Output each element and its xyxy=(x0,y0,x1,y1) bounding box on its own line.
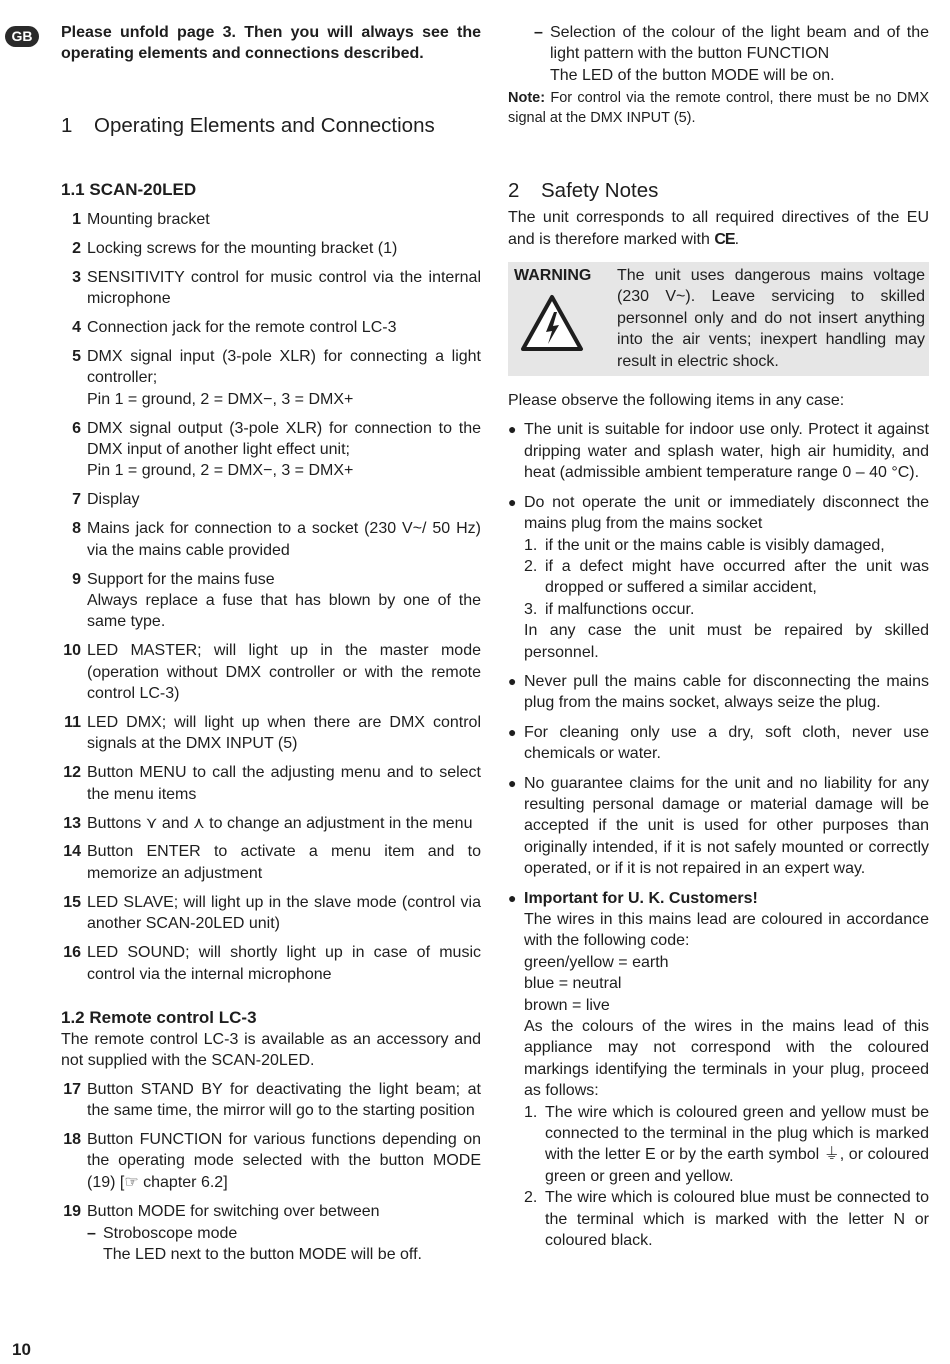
bullet-item xyxy=(508,722,929,765)
note-text: For control via the remote control, there must be no DMX signal at the DMX INPUT (5). xyxy=(508,90,929,127)
item-text xyxy=(87,762,481,805)
sub-item xyxy=(524,556,929,599)
numbered-item xyxy=(61,892,481,935)
subsection-1-2-heading: 1.2 Remote control LC-3 xyxy=(61,1007,257,1027)
item-line: Button MENU to call the adjusting menu and to select the menu items xyxy=(87,764,481,803)
note-label: Note: xyxy=(508,90,546,107)
item-number: 2 xyxy=(72,239,81,257)
page-number: 10 xyxy=(12,1340,31,1359)
item-text xyxy=(87,418,481,482)
item-text xyxy=(87,489,481,510)
item-number: 14 xyxy=(63,843,81,861)
numbered-item xyxy=(61,346,481,410)
item-number: 19 xyxy=(63,1202,81,1220)
wire-code: green/yellow = earth xyxy=(524,953,669,971)
item-text xyxy=(87,1201,481,1222)
numbered-item xyxy=(61,712,481,755)
item-line: Button ENTER to activate a menu item and to memorize an adjustment xyxy=(87,843,481,882)
item-text xyxy=(87,892,481,935)
item-line: Locking screws for the mounting bracket (1) xyxy=(87,239,398,257)
warning-text: The unit uses dangerous mains voltage (230 V~). Leave servicing to skilled personnel only and do not insert anything into the air vents; inexpert handling may result in electric shock. xyxy=(617,267,925,370)
item-number: 1 xyxy=(72,210,81,228)
item-number: 10 xyxy=(63,642,81,660)
bullet-item xyxy=(508,773,929,880)
item-text xyxy=(87,267,481,310)
bullet-tail-text: In any case the unit must be repaired by skilled personnel. xyxy=(524,622,929,661)
section-number: 2 xyxy=(508,179,520,203)
uk-title: Important for U. K. Customers! xyxy=(524,889,758,907)
section-1-heading xyxy=(61,113,481,139)
warning-label-block xyxy=(514,265,617,372)
sub-number: 2. xyxy=(524,557,538,575)
safety-intro: The unit corresponds to all required directives of the EU and is therefore marked with CE. xyxy=(508,209,929,248)
uk-text-2: As the colours of the wires in the mains lead of this appliance may not correspond with the coloured markings identifying the terminals in your plug, proceed as follows: xyxy=(524,1018,929,1100)
item-line: LED SLAVE; will light up in the slave mode (control via another SCAN-20LED unit) xyxy=(87,893,481,933)
sub-text: if malfunctions occur. xyxy=(545,600,695,618)
items-1-1-list xyxy=(61,209,481,985)
item-text xyxy=(87,942,481,985)
item-number: 12 xyxy=(63,764,81,782)
item-line: LED SOUND; will shortly light up in case of music control via the internal microphone xyxy=(87,944,481,983)
numbered-item xyxy=(61,267,481,310)
bullet-dot-icon: ● xyxy=(508,421,517,438)
item-number: 18 xyxy=(63,1131,81,1149)
item-text xyxy=(87,209,481,230)
intro-text: Please unfold page 3. Then you will always see the operating elements and connections described. xyxy=(61,24,481,63)
item-text xyxy=(87,317,481,338)
numbered-item xyxy=(61,518,481,561)
dash-option-text: Selection of the colour of the light beam and of the light pattern with the button FUNCTION xyxy=(550,24,929,63)
sub-number: 1. xyxy=(524,536,538,554)
numbered-item xyxy=(61,1079,481,1122)
bullet-text: No guarantee claims for the unit and no liability for any resulting personal damage or material damage will be accepted if the unit is used for other purposes than originally intended, if it is not safely mounted or correctly operated, or if it is not repaired in an expert way. xyxy=(524,774,929,878)
item-number: 17 xyxy=(63,1080,81,1098)
bullet-dot-icon: ● xyxy=(508,774,517,791)
item-number: 9 xyxy=(72,570,81,588)
item-text xyxy=(87,238,481,259)
item-number: 15 xyxy=(63,893,81,911)
section-2-heading xyxy=(508,178,929,204)
bullet-dot-icon: ● xyxy=(508,672,517,689)
item-line: Button FUNCTION for various functions depending on the operating mode selected with the button MODE (19) [☞ chapter 6.2] xyxy=(87,1131,481,1191)
dash-marker: – xyxy=(87,1224,96,1242)
uk-text: The wires in this mains lead are coloured in accordance with the following code: xyxy=(524,911,929,950)
subsection-1-1-heading: 1.1 SCAN-20LED xyxy=(61,179,197,199)
bullet-item xyxy=(508,492,929,663)
item-19-options-cont xyxy=(508,22,929,86)
dash-option-note: The LED of the button MODE will be on. xyxy=(550,66,835,84)
bullet-text: For cleaning only use a dry, soft cloth, never use chemicals or water. xyxy=(524,723,929,763)
observe-text: Please observe the following items in any case: xyxy=(508,392,845,410)
sub-item xyxy=(524,599,929,620)
sub-item xyxy=(524,1102,929,1188)
item-number: 6 xyxy=(72,419,81,437)
left-column xyxy=(61,22,481,1265)
sub-item xyxy=(524,535,929,556)
item-text xyxy=(87,841,481,884)
item-line: Always replace a fuse that has blown by one of the same type. xyxy=(87,591,481,631)
section-number: 1 xyxy=(61,113,73,137)
item-number: 11 xyxy=(64,713,81,731)
item-text xyxy=(87,1079,481,1122)
item-line: LED MASTER; will light up in the master mode (operation without DMX controller or with the remote control LC-3) xyxy=(87,642,481,703)
item-number: 13 xyxy=(63,814,81,832)
numbered-item xyxy=(61,640,481,704)
sub-number: 2. xyxy=(524,1189,538,1207)
item-number: 5 xyxy=(72,347,81,365)
item-line: DMX signal input (3-pole XLR) for connecting a light controller; xyxy=(87,347,481,387)
safety-intro-text: The unit corresponds to all required directives of the EU and is therefore marked with xyxy=(508,209,929,248)
warning-label: WARNING xyxy=(514,267,592,285)
section-title: Safety Notes xyxy=(541,179,659,203)
bullet-dot-icon: ● xyxy=(508,723,517,740)
numbered-item xyxy=(61,569,481,633)
wire-code: brown = live xyxy=(524,996,610,1014)
sub-text: if a defect might have occurred after the unit was dropped or suffered a similar accident, xyxy=(545,557,929,597)
numbered-item xyxy=(61,489,481,510)
item-text xyxy=(87,518,481,561)
subsection-1-2-text: The remote control LC-3 is available as an accessory and not supplied with the SCAN-20LED. xyxy=(61,1030,481,1070)
bullet-text: The unit is suitable for indoor use only. Protect it against dripping water and splash water, high air humidity, and heat (admissible ambient temperature range 0 – 40 °C). xyxy=(524,421,929,482)
bullet-text: Never pull the mains cable for disconnecting the mains plug from the mains socket, always seize the plug. xyxy=(524,672,929,712)
item-line: Mounting bracket xyxy=(87,210,210,228)
item-line: DMX signal output (3-pole XLR) for connection to the DMX input of another light effect unit; xyxy=(87,419,481,458)
item-number: 8 xyxy=(72,520,81,538)
item-19-options xyxy=(61,1223,481,1266)
wire-code: blue = neutral xyxy=(524,975,622,993)
right-column xyxy=(508,22,929,1260)
high-voltage-warning-icon xyxy=(520,294,584,352)
item-line: Pin 1 = ground, 2 = DMX−, 3 = DMX+ xyxy=(87,390,354,408)
item-number: 16 xyxy=(63,944,81,962)
dash-marker: – xyxy=(534,24,543,41)
dash-option-note: The LED next to the button MODE will be off. xyxy=(103,1246,422,1264)
sub-number: 3. xyxy=(524,600,538,618)
item-text xyxy=(87,346,481,410)
numbered-item xyxy=(61,1201,481,1222)
language-badge: GB xyxy=(5,26,39,47)
item-line: Mains jack for connection to a socket (230 V~/ 50 Hz) via the mains cable provided xyxy=(87,520,481,559)
ce-mark-icon: CE xyxy=(714,230,735,248)
items-1-2-list xyxy=(61,1079,481,1222)
bullet-item xyxy=(508,419,929,483)
item-text xyxy=(87,640,481,704)
sub-text: The wire which is coloured blue must be connected to the terminal which is marked with the letter N or coloured black. xyxy=(545,1189,929,1250)
bullet-item xyxy=(508,671,929,714)
item-line: Connection jack for the remote control LC-3 xyxy=(87,318,397,336)
sub-number: 1. xyxy=(524,1103,538,1121)
item-number: 3 xyxy=(72,268,81,286)
bullet-dot-icon: ● xyxy=(508,493,517,510)
sub-item xyxy=(524,1187,929,1251)
item-number: 4 xyxy=(72,318,81,336)
numbered-item xyxy=(61,813,481,834)
item-text xyxy=(87,712,481,755)
item-text xyxy=(87,813,481,834)
numbered-item xyxy=(61,762,481,805)
item-line: Support for the mains fuse xyxy=(87,570,275,588)
section-title: Operating Elements and Connections xyxy=(94,113,435,137)
uk-customers-item xyxy=(508,888,929,1252)
numbered-item xyxy=(61,418,481,482)
bullet-dot-icon: ● xyxy=(508,889,517,906)
numbered-item xyxy=(61,317,481,338)
sub-text: if the unit or the mains cable is visibly damaged, xyxy=(545,536,885,554)
numbered-item xyxy=(61,209,481,230)
item-line: Buttons ⋎ and ⋏ to change an adjustment in the menu xyxy=(87,814,473,832)
item-line: Button MODE for switching over between xyxy=(87,1202,380,1220)
warning-box xyxy=(508,262,929,376)
numbered-item xyxy=(61,841,481,884)
dash-option-text: Stroboscope mode xyxy=(103,1224,238,1242)
item-text xyxy=(87,1129,481,1193)
bullet-text: Do not operate the unit or immediately disconnect the mains plug from the mains socket xyxy=(524,493,929,533)
item-line: SENSITIVITY control for music control via the internal microphone xyxy=(87,268,481,308)
note-paragraph xyxy=(508,88,929,128)
item-line: Pin 1 = ground, 2 = DMX−, 3 = DMX+ xyxy=(87,462,354,480)
numbered-item xyxy=(61,238,481,259)
item-line: Button STAND BY for deactivating the light beam; at the same time, the mirror will go to the starting position xyxy=(87,1080,481,1120)
numbered-item xyxy=(61,942,481,985)
item-number: 7 xyxy=(72,491,81,509)
item-line: Display xyxy=(87,491,140,509)
item-text xyxy=(87,569,481,633)
sub-text: The wire which is coloured green and yellow must be connected to the terminal in the plug which is marked with the letter E or by the earth symbol ⏚, or coloured green or green and yellow. xyxy=(545,1103,929,1185)
item-line: LED DMX; will light up when there are DMX control signals at the DMX INPUT (5) xyxy=(87,713,481,753)
numbered-item xyxy=(61,1129,481,1193)
